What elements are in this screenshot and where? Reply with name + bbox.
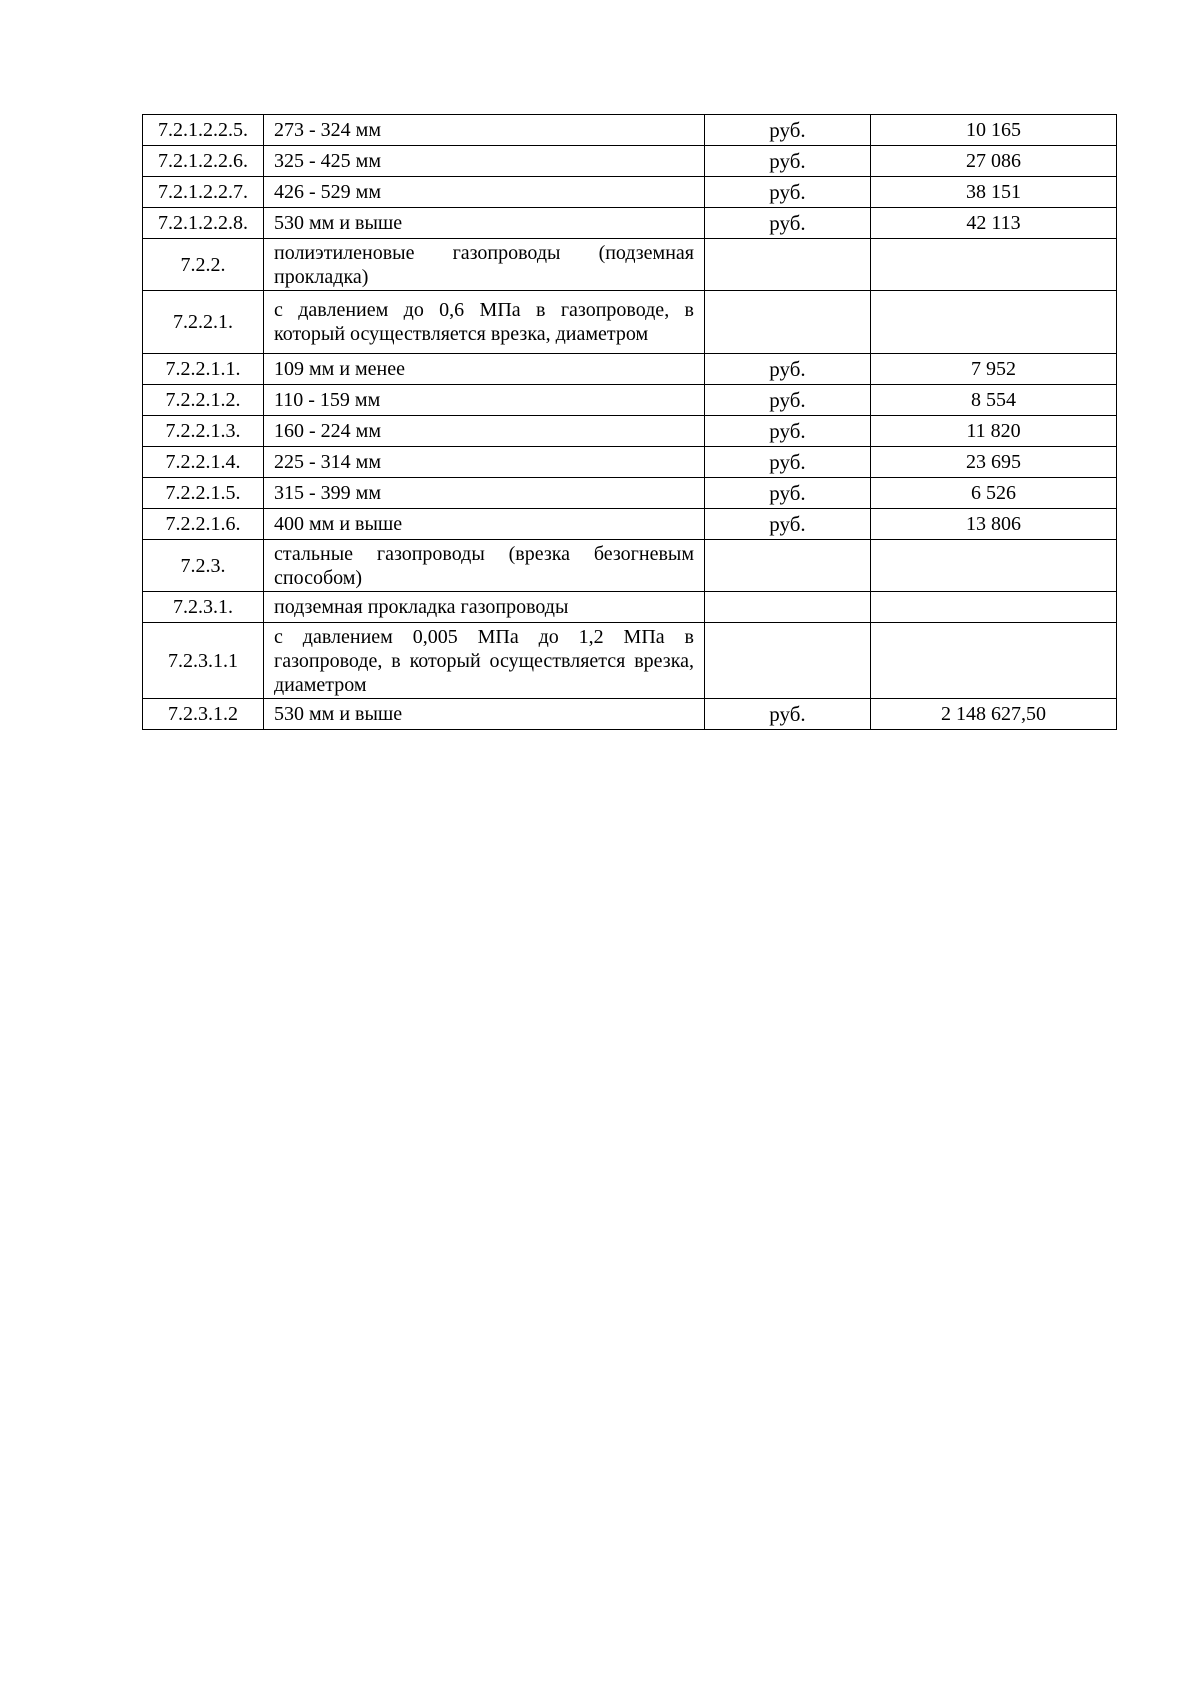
row-unit: руб. bbox=[705, 354, 871, 385]
row-unit: руб. bbox=[705, 146, 871, 177]
row-number: 7.2.1.2.2.7. bbox=[143, 177, 264, 208]
row-value: 13 806 bbox=[871, 509, 1117, 540]
row-unit: руб. bbox=[705, 416, 871, 447]
table-row bbox=[143, 478, 1117, 509]
table-row bbox=[143, 416, 1117, 447]
table-row bbox=[143, 354, 1117, 385]
row-unit bbox=[705, 239, 871, 291]
row-value: 8 554 bbox=[871, 385, 1117, 416]
row-description: подземная прокладка газопроводы bbox=[264, 592, 705, 623]
row-description: 400 мм и выше bbox=[264, 509, 705, 540]
table-row bbox=[143, 208, 1117, 239]
row-number: 7.2.3.1.2 bbox=[143, 699, 264, 730]
table-row-section bbox=[143, 623, 1117, 699]
row-description-text: стальные газопроводы (врезка безогневым способом) bbox=[274, 542, 694, 589]
row-value bbox=[871, 540, 1117, 592]
row-number: 7.2.3. bbox=[143, 540, 264, 592]
row-number: 7.2.2.1. bbox=[143, 291, 264, 354]
row-description: 110 - 159 мм bbox=[264, 385, 705, 416]
row-unit bbox=[705, 623, 871, 699]
table-row bbox=[143, 385, 1117, 416]
row-number: 7.2.3.1. bbox=[143, 592, 264, 623]
row-description: 225 - 314 мм bbox=[264, 447, 705, 478]
row-unit: руб. bbox=[705, 699, 871, 730]
row-description: 325 - 425 мм bbox=[264, 146, 705, 177]
row-value: 11 820 bbox=[871, 416, 1117, 447]
row-unit bbox=[705, 592, 871, 623]
row-value: 2 148 627,50 bbox=[871, 699, 1117, 730]
row-unit: руб. bbox=[705, 177, 871, 208]
row-description: 273 - 324 мм bbox=[264, 115, 705, 146]
row-value: 23 695 bbox=[871, 447, 1117, 478]
row-value bbox=[871, 592, 1117, 623]
table-row bbox=[143, 447, 1117, 478]
row-number: 7.2.2.1.6. bbox=[143, 509, 264, 540]
table-row bbox=[143, 699, 1117, 730]
row-value: 6 526 bbox=[871, 478, 1117, 509]
table-row-section bbox=[143, 592, 1117, 623]
row-unit: руб. bbox=[705, 478, 871, 509]
row-number: 7.2.1.2.2.5. bbox=[143, 115, 264, 146]
row-unit: руб. bbox=[705, 509, 871, 540]
row-value: 7 952 bbox=[871, 354, 1117, 385]
row-value: 10 165 bbox=[871, 115, 1117, 146]
row-unit: руб. bbox=[705, 385, 871, 416]
row-description: 109 мм и менее bbox=[264, 354, 705, 385]
row-description: 530 мм и выше bbox=[264, 208, 705, 239]
row-value bbox=[871, 623, 1117, 699]
row-number: 7.2.2.1.4. bbox=[143, 447, 264, 478]
row-number: 7.2.2.1.1. bbox=[143, 354, 264, 385]
row-description-text: с давлением 0,005 МПа до 1,2 МПа в газопроводе, в который осуществляется врезка, диаметром bbox=[274, 625, 694, 696]
table-row-section bbox=[143, 291, 1117, 354]
row-description: 315 - 399 мм bbox=[264, 478, 705, 509]
row-value: 42 113 bbox=[871, 208, 1117, 239]
row-description bbox=[264, 623, 705, 699]
row-value: 27 086 bbox=[871, 146, 1117, 177]
row-number: 7.2.2.1.5. bbox=[143, 478, 264, 509]
row-unit bbox=[705, 291, 871, 354]
table-row-section bbox=[143, 540, 1117, 592]
row-description bbox=[264, 291, 705, 354]
row-number: 7.2.1.2.2.8. bbox=[143, 208, 264, 239]
row-description: 426 - 529 мм bbox=[264, 177, 705, 208]
row-unit: руб. bbox=[705, 208, 871, 239]
row-description bbox=[264, 540, 705, 592]
row-description: 530 мм и выше bbox=[264, 699, 705, 730]
row-number: 7.2.2. bbox=[143, 239, 264, 291]
table-row bbox=[143, 509, 1117, 540]
tariff-table bbox=[142, 114, 1117, 730]
row-value bbox=[871, 291, 1117, 354]
row-number: 7.2.2.1.2. bbox=[143, 385, 264, 416]
row-number: 7.2.3.1.1 bbox=[143, 623, 264, 699]
row-value bbox=[871, 239, 1117, 291]
row-description bbox=[264, 239, 705, 291]
row-description-text: полиэтиленовые газопроводы (подземная прокладка) bbox=[274, 241, 694, 288]
row-value: 38 151 bbox=[871, 177, 1117, 208]
row-number: 7.2.1.2.2.6. bbox=[143, 146, 264, 177]
row-unit: руб. bbox=[705, 447, 871, 478]
table-row bbox=[143, 115, 1117, 146]
row-unit bbox=[705, 540, 871, 592]
table-row bbox=[143, 146, 1117, 177]
row-description: 160 - 224 мм bbox=[264, 416, 705, 447]
table-row bbox=[143, 177, 1117, 208]
row-description-text: с давлением до 0,6 МПа в газопроводе, в который осуществляется врезка, диаметром bbox=[274, 299, 694, 345]
row-unit: руб. bbox=[705, 115, 871, 146]
row-number: 7.2.2.1.3. bbox=[143, 416, 264, 447]
table-row-section bbox=[143, 239, 1117, 291]
